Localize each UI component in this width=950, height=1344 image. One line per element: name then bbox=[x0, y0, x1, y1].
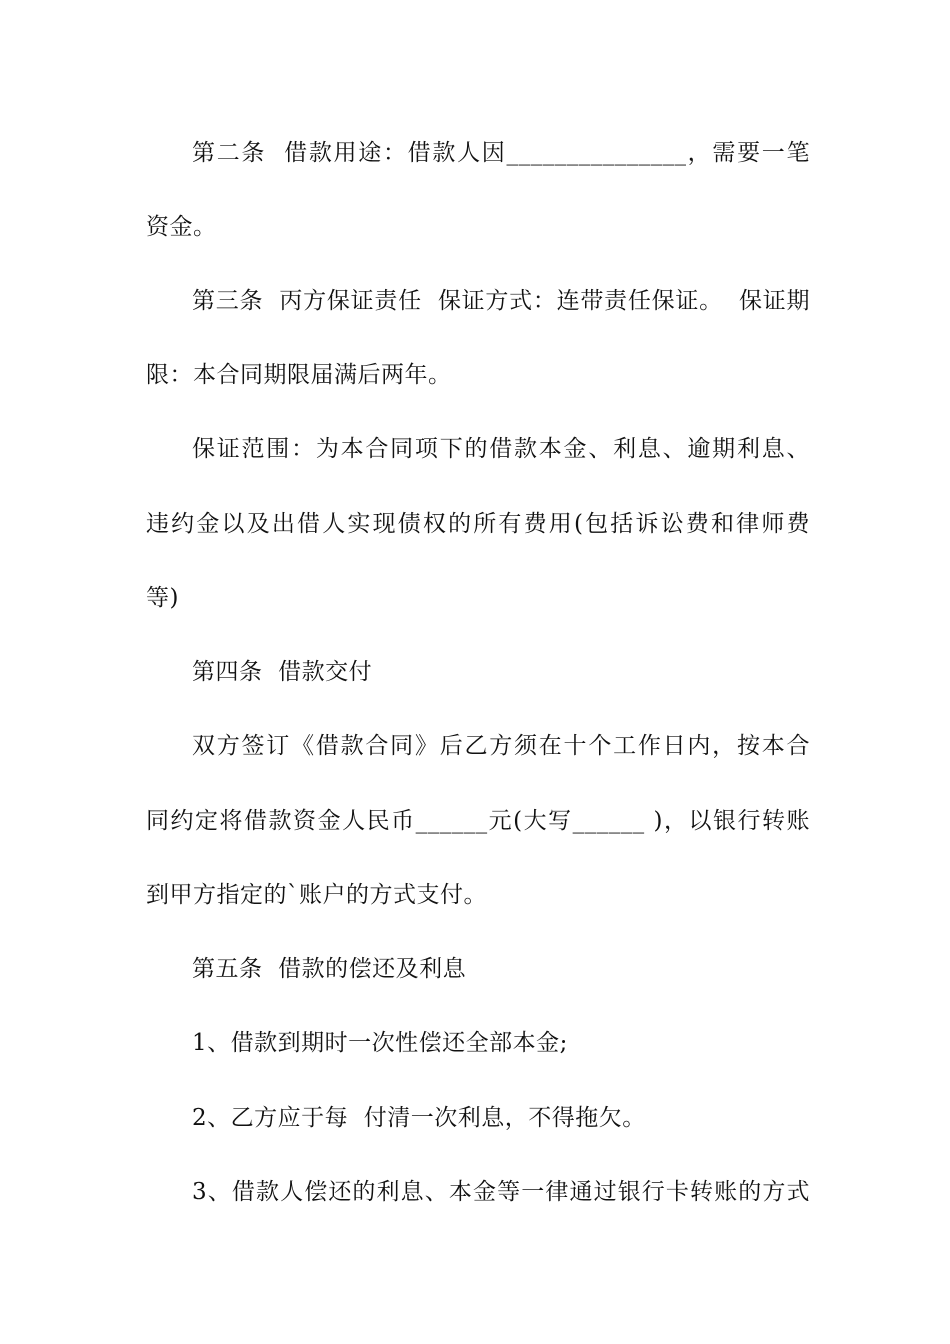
clause-5-heading: 第五条 借款的偿还及利息 bbox=[192, 956, 467, 982]
clause-3-line-2: 限：本合同期限届满后两年。 bbox=[146, 362, 452, 388]
clause-2-line-2: 资金。 bbox=[146, 214, 217, 240]
clause-4-heading: 第四条 借款交付 bbox=[192, 659, 373, 685]
delivery-line-3: 到甲方指定的`账户的方式支付。 bbox=[146, 882, 487, 908]
repayment-item-3: 3、借款人偿还的利息、本金等一律通过银行卡转账的方式 bbox=[192, 1179, 810, 1205]
repayment-item-1: 1、借款到期时一次性偿还全部本金; bbox=[192, 1030, 568, 1056]
repayment-item-2: 2、乙方应于每 付清一次利息，不得拖欠。 bbox=[192, 1105, 646, 1131]
guarantee-scope-line-2: 违约金以及出借人实现债权的所有费用(包括诉讼费和律师费 bbox=[146, 511, 810, 537]
clause-3-line-1: 第三条 丙方保证责任 保证方式：连带责任保证。 保证期 bbox=[192, 288, 810, 314]
guarantee-scope-line-1: 保证范围：为本合同项下的借款本金、利息、逾期利息、 bbox=[192, 436, 810, 462]
clause-2-line-1: 第二条 借款用途：借款人因_______________，需要一笔 bbox=[192, 140, 810, 166]
delivery-line-2: 同约定将借款资金人民币______元(大写______ )，以银行转账 bbox=[146, 808, 810, 834]
delivery-line-1: 双方签订《借款合同》后乙方须在十个工作日内，按本合 bbox=[192, 733, 810, 759]
guarantee-scope-line-3: 等) bbox=[146, 585, 179, 611]
